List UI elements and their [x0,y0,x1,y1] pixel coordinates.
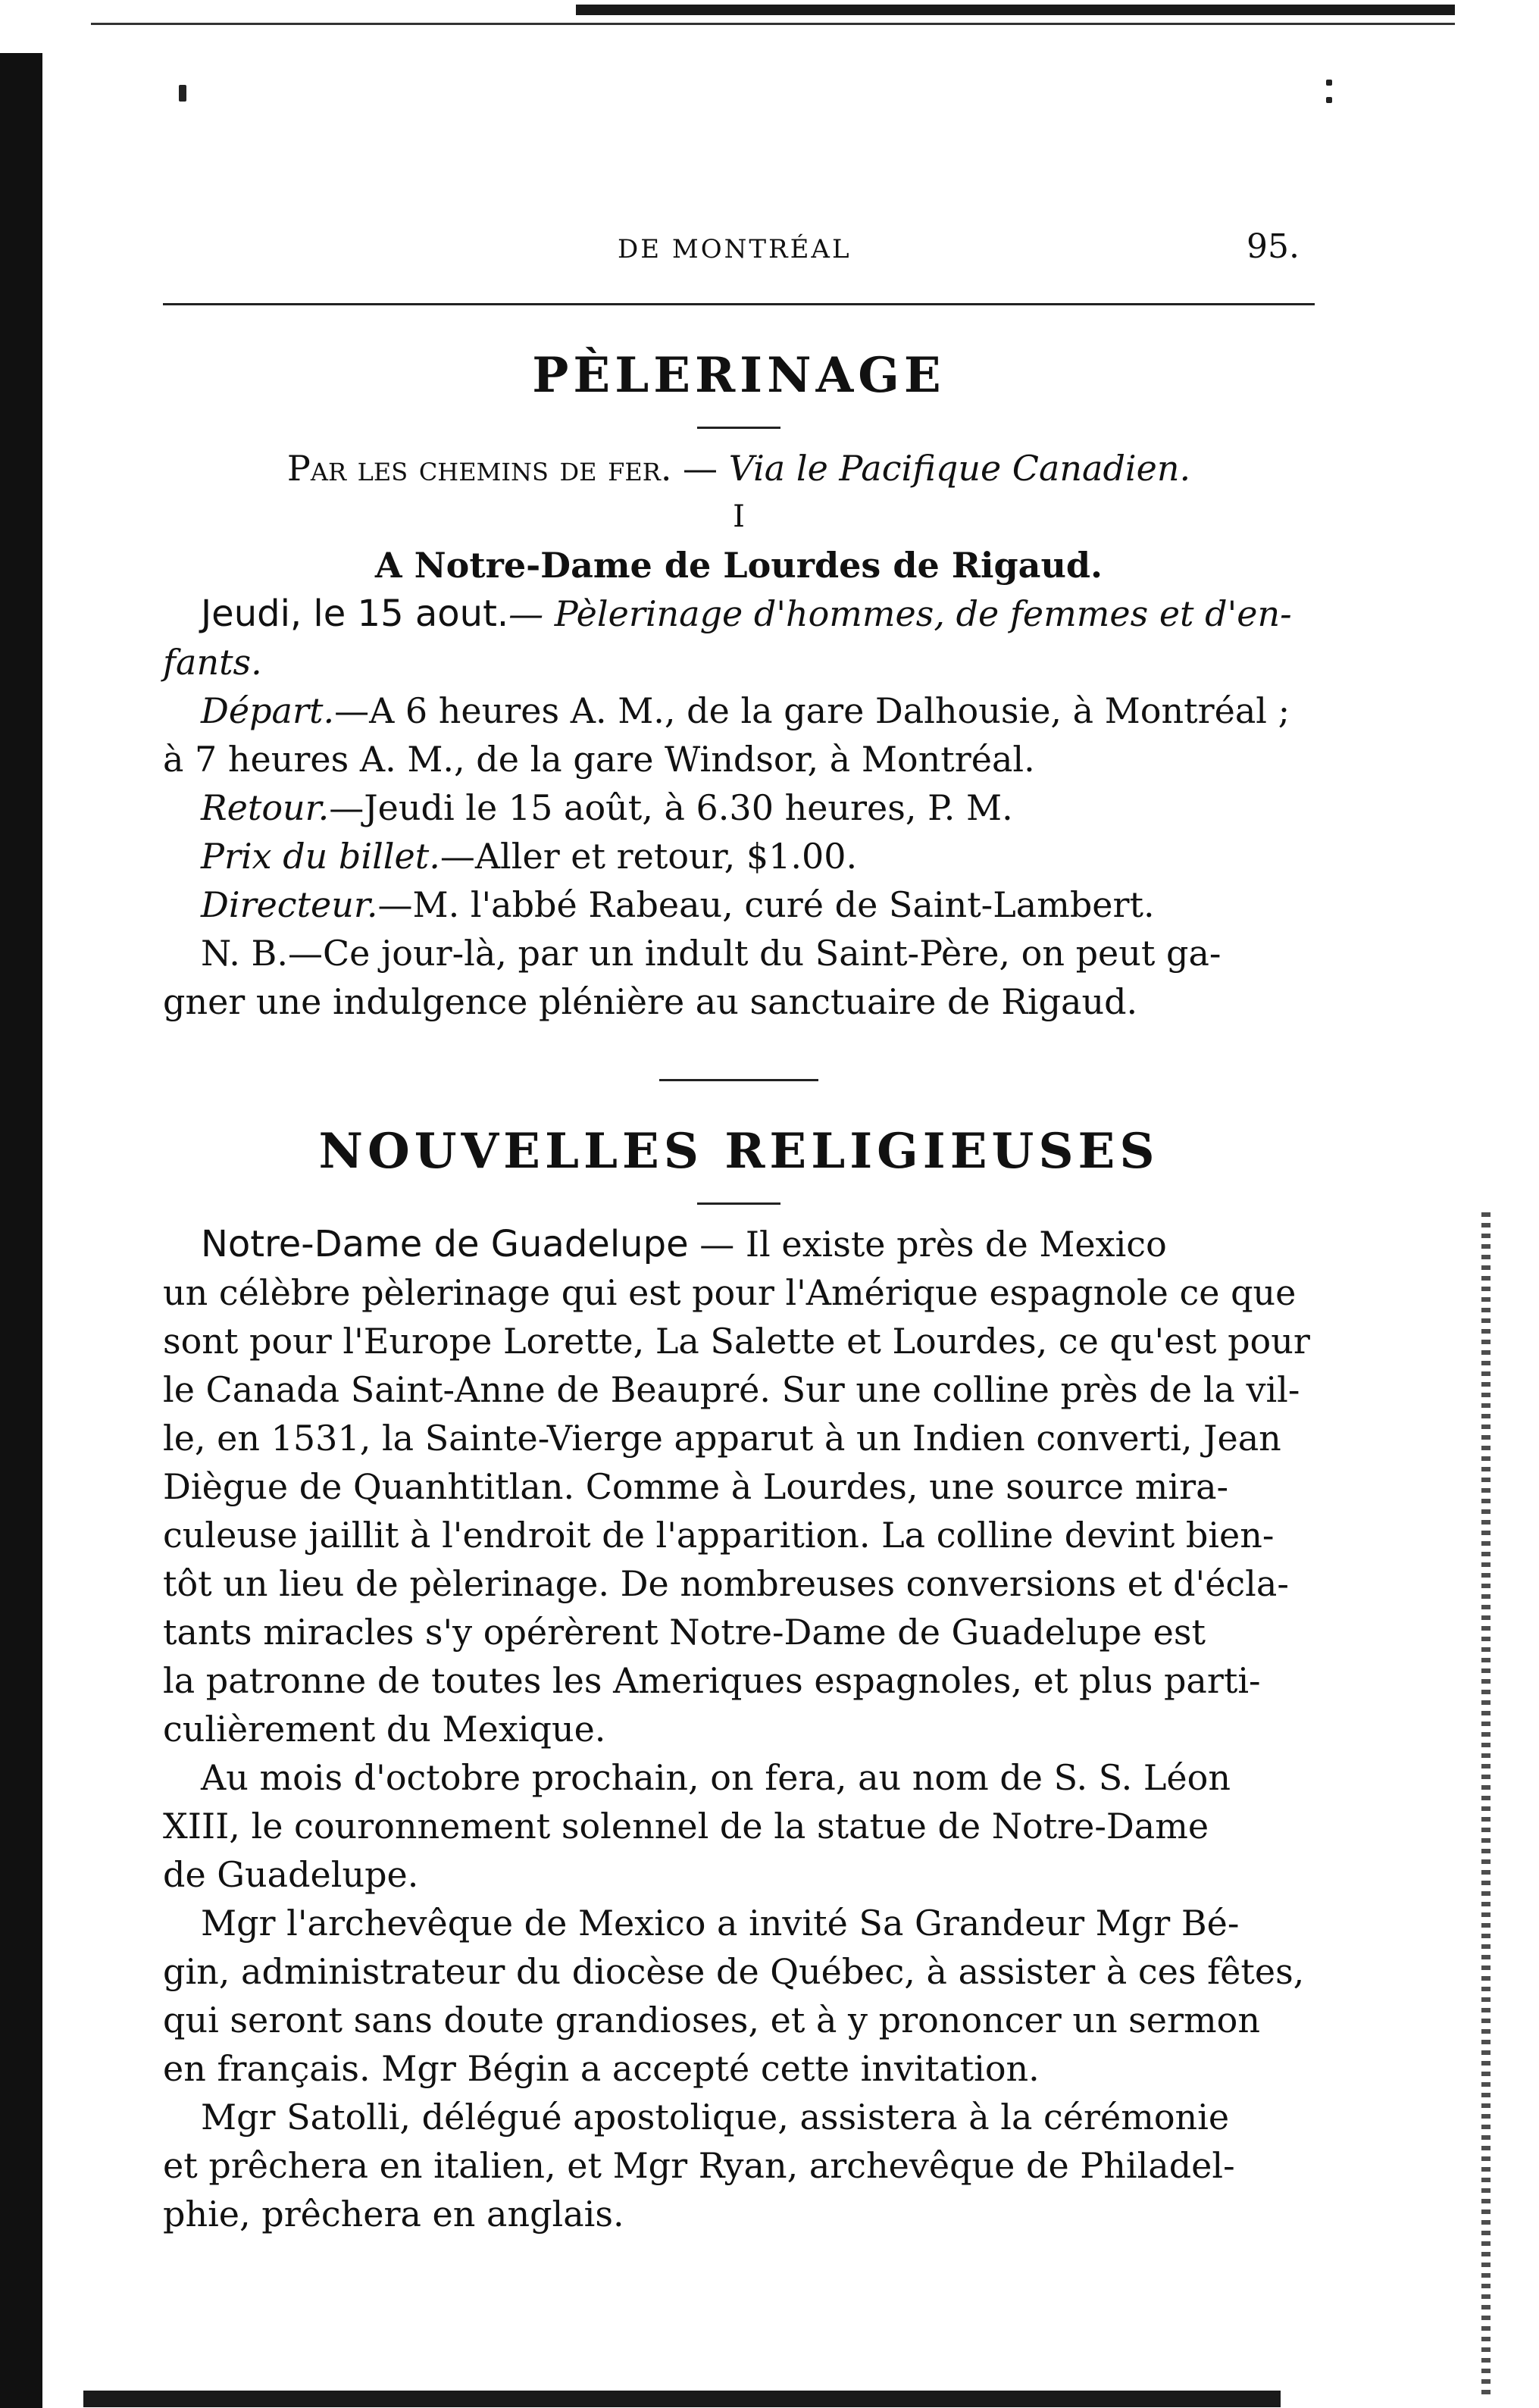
scan-border-bottom [83,2391,1281,2407]
scan-edge-marks [1481,1212,1491,2394]
date-desc: — Pèlerinage d'hommes, de femmes et d'en- [508,593,1292,634]
book-page [163,227,1315,2238]
scan-border-left [0,53,42,2408]
depart-label: Départ. [201,690,335,731]
scan-speck [1326,80,1332,86]
paragraph-line: de Guadelupe. [163,1854,419,1895]
paragraph-line: le, en 1531, la Sainte-Vierge apparut à un Indien converti, Jean [163,1418,1281,1459]
paragraph-line: la patronne de toutes les Ameriques espagnoles, et plus parti- [163,1660,1261,1701]
paragraph-line: Mgr Satolli, délégué apostolique, assistera à la cérémonie [201,2097,1230,2137]
paragraph-line: phie, prêchera en anglais. [163,2194,624,2234]
directeur-text: —M. l'abbé Rabeau, curé de Saint-Lambert. [377,884,1155,925]
depart-text-cont: à 7 heures A. M., de la gare Windsor, à Montréal. [163,739,1035,780]
prix-text: —Aller et retour, $1.00. [439,836,858,877]
retour-label: Retour. [201,787,330,828]
title-rule [697,1202,780,1205]
scan-border-top [576,5,1455,15]
paragraph-line: sont pour l'Europe Lorette, La Salette et Lourdes, ce qu'est pour [163,1321,1310,1362]
paragraph-line: Au mois d'octobre prochain, on fera, au nom de S. S. Léon [201,1757,1231,1798]
paragraph-line: qui seront sans doute grandioses, et à y prononcer un sermon [163,2000,1260,2041]
depart-line [163,686,1315,735]
nb-line: N. B.—Ce jour-là, par un indult du Saint-Père, on peut ga- [201,933,1222,974]
paragraph-line: tants miracles s'y opérèrent Notre-Dame de Guadelupe est [163,1612,1206,1653]
title-rule [697,427,780,429]
nb-line-cont: gner une indulgence plénière au sanctuaire de Rigaud. [163,981,1138,1022]
directeur-line [163,880,1315,929]
paragraph-line: tôt un lieu de pèlerinage. De nombreuses conversions et d'écla- [163,1563,1289,1604]
prix-label: Prix du billet. [201,836,440,877]
pilgrimage-subtitle: A Notre-Dame de Lourdes de Rigaud. [374,545,1103,586]
rail-prefix: Par les chemins de fer. — [286,448,729,489]
scan-speck [1326,97,1332,103]
section-title-nouvelles: NOUVELLES RELIGIEUSES [318,1123,1159,1180]
lead-text: — Il existe près de Mexico [688,1224,1167,1265]
paragraph-line: un célèbre pèlerinage qui est pour l'Amérique espagnole ce que [163,1272,1297,1313]
header-rule [163,303,1315,305]
item-numeral: I [733,499,745,534]
paragraph-line: Mgr l'archevêque de Mexico a invité Sa Grandeur Mgr Bé- [201,1903,1240,1944]
scan-speck [179,85,186,102]
rail-line [163,444,1315,493]
paragraph-line [163,1220,1315,1268]
running-head: DE MONTRÉAL [618,234,852,264]
paragraph-line: gin, administrateur du diocèse de Québec, à assister à ces fêtes, [163,1951,1305,1992]
date-line [163,589,1315,638]
section-divider [659,1079,818,1081]
paragraph-line: Diègue de Quanhtitlan. Comme à Lourdes, une source mira- [163,1466,1229,1507]
page-header [163,227,1315,280]
paragraph-line: culièrement du Mexique. [163,1709,606,1750]
paragraph-line: culeuse jaillit à l'endroit de l'apparition. La colline devint bien- [163,1515,1275,1556]
scan-border-top-thin [91,23,1455,25]
page-number: 95. [1247,227,1300,266]
rail-company: Via le Pacifique Canadien. [728,448,1191,489]
paragraph-line: en français. Mgr Bégin a accepté cette invitation. [163,2048,1040,2089]
section-title-pelerinage: PÈLERINAGE [532,347,946,404]
depart-text: —A 6 heures A. M., de la gare Dalhousie, à Montréal ; [334,690,1290,731]
paragraph-line: le Canada Saint-Anne de Beaupré. Sur une colline près de la vil- [163,1369,1300,1410]
prix-line [163,832,1315,880]
directeur-label: Directeur. [201,884,378,925]
paragraph-line: XIII, le couronnement solennel de la statue de Notre-Dame [163,1806,1209,1847]
date-desc-cont: fants. [163,642,262,683]
paragraph-line: et prêchera en italien, et Mgr Ryan, archevêque de Philadel- [163,2145,1235,2186]
retour-line [163,783,1315,832]
date: Jeudi, le 15 aout. [201,593,509,635]
lead-phrase: Notre-Dame de Guadelupe [201,1223,689,1265]
retour-text: —Jeudi le 15 août, à 6.30 heures, P. M. [329,787,1013,828]
